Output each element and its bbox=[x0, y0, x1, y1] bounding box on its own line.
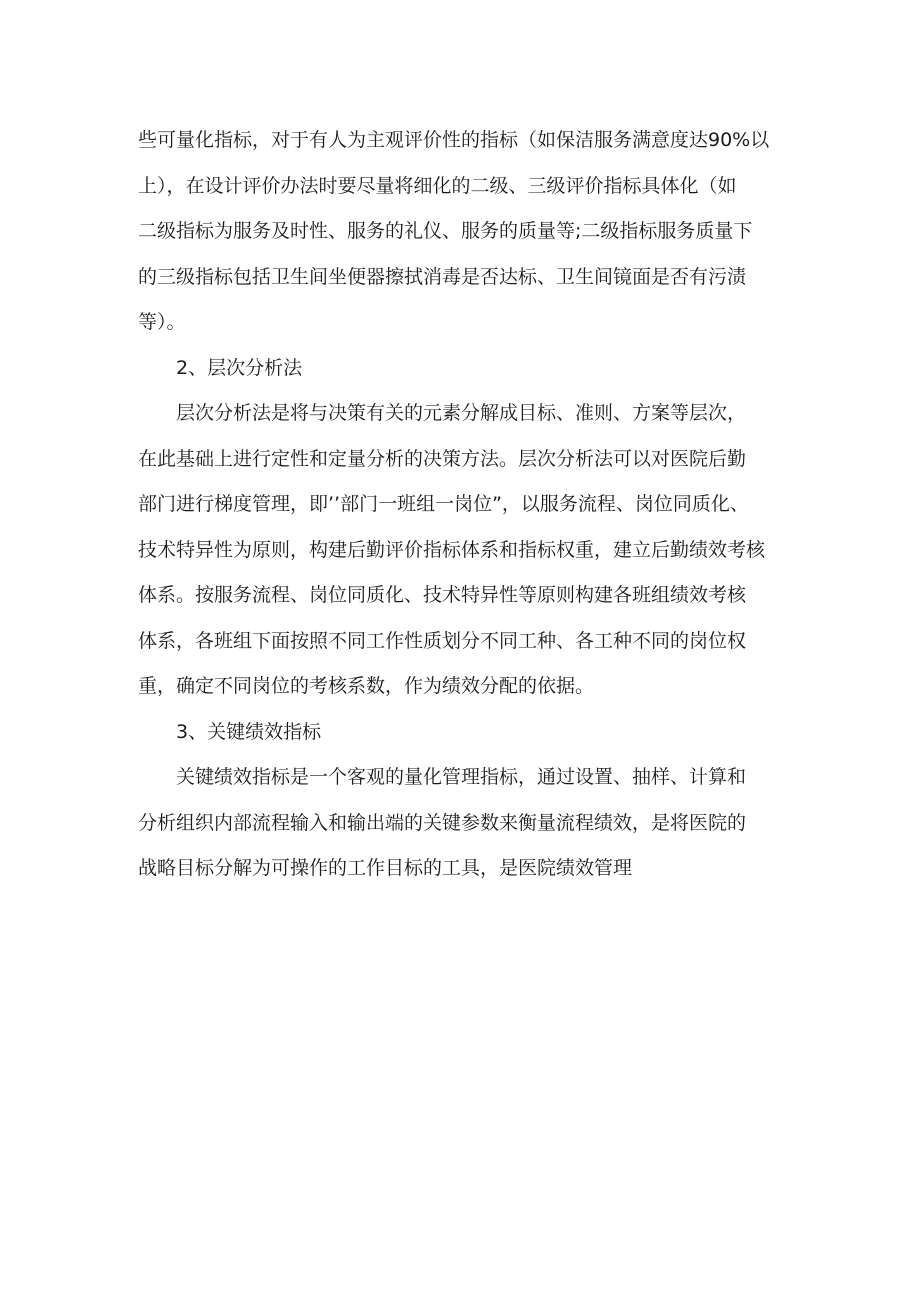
heading-text: 3、关键绩效指标 bbox=[176, 720, 322, 743]
text-line: 体系，各班组下面按照不同工作性质划分不同工种、各工种不同的岗位权 bbox=[138, 629, 747, 652]
document-body bbox=[138, 118, 788, 892]
paragraph-kpi bbox=[138, 755, 788, 892]
section-heading-kpi bbox=[138, 710, 788, 756]
text-line: 些可量化指标，对于有人为主观评价性的指标（如保洁服务满意度达90%以 bbox=[138, 129, 770, 151]
text-line: 关键绩效指标是一个客观的量化管理指标，通过设置、抽样、计算和 bbox=[176, 766, 747, 788]
text-line: 二级指标为服务及时性、服务的礼仪、服务的质量等;二级指标服务质量下 bbox=[138, 220, 753, 242]
text-line: 等）。 bbox=[138, 311, 186, 333]
text-line: 部门进行梯度管理，即’’部门一班组一岗位”，以服务流程、岗位同质化、 bbox=[138, 493, 749, 515]
paragraph-continuation bbox=[138, 118, 788, 346]
text-line: 在此基础上进行定性和定量分析的决策方法。层次分析法可以对医院后勤 bbox=[138, 447, 747, 470]
text-line: 层次分析法是将与决策有关的元素分解成目标、准则、方案等层次， bbox=[176, 402, 747, 424]
text-line: 分析组织内部流程输入和输出端的关键参数来衡量流程绩效，是将医院的 bbox=[138, 811, 747, 834]
paragraph-ahp bbox=[138, 391, 788, 710]
section-heading-ahp bbox=[138, 346, 788, 392]
text-line: 重，确定不同岗位的考核系数，作为绩效分配的依据。 bbox=[138, 675, 595, 697]
heading-text: 2、层次分析法 bbox=[176, 356, 303, 379]
text-line: 技术特异性为原则，构建后勤评价指标体系和指标权重，建立后勤绩效考核 bbox=[138, 538, 766, 561]
text-line: 战略目标分解为可操作的工作目标的工具，是医院绩效管理 bbox=[138, 857, 633, 879]
text-line: 体系。按服务流程、岗位同质化、技术特异性等原则构建各班组绩效考核 bbox=[138, 584, 747, 606]
text-line: 的三级指标包括卫生间坐便器擦拭消毒是否达标、卫生间镜面是否有污渍 bbox=[138, 265, 747, 288]
text-line: 上），在设计评价办法时要尽量将细化的二级、三级评价指标具体化（如 bbox=[138, 174, 737, 197]
